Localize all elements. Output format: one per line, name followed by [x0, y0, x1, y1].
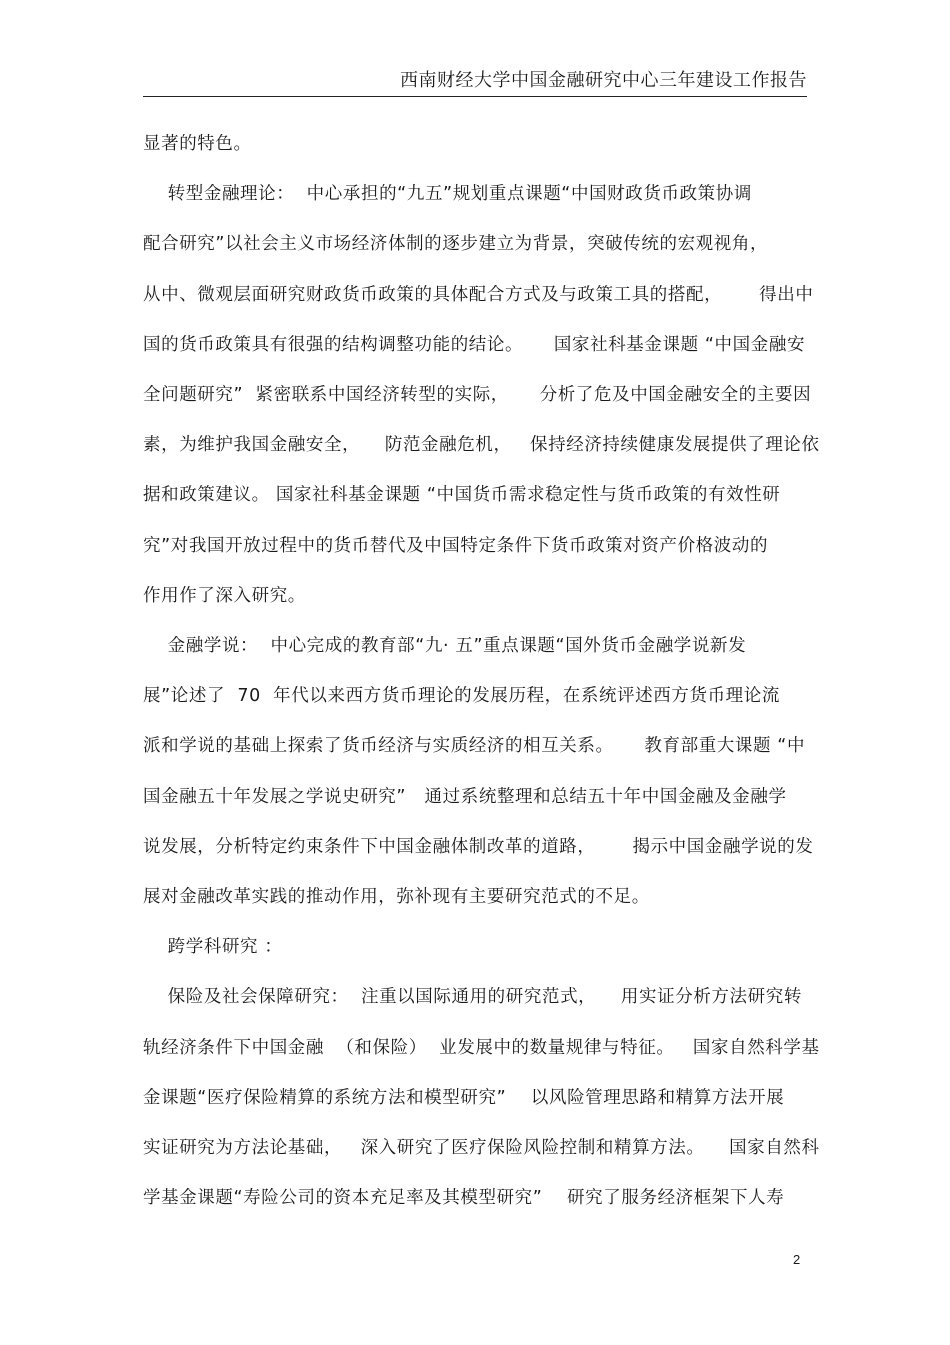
text-line: 轨经济条件下中国金融 （和保险） 业发展中的数量规律与特征。 国家自然科学基 — [143, 1038, 820, 1058]
text-line: 究”对我国开放过程中的货币替代及中国特定条件下货币政策对资产价格波动的 — [143, 536, 769, 556]
text-line: 跨学科研究 ： — [143, 937, 283, 957]
text-line: 国的货币政策具有很强的结构调整功能的结论。 国家社科基金课题 “中国金融安 — [143, 335, 806, 355]
text-line: 作用作了深入研究。 — [143, 586, 306, 606]
text-line: 说发展，分析特定约束条件下中国金融体制改革的道路， 揭示中国金融学说的发 — [143, 837, 814, 857]
text-line: 金融学说： 中心完成的教育部“九· 五”重点课题“国外货币金融学说新发 — [143, 636, 747, 656]
text-line: 据和政策建议。 国家社科基金课题 “中国货币需求稳定性与货币政策的有效性研 — [143, 485, 781, 505]
text-line: 派和学说的基础上探索了货币经济与实质经济的相互关系。 教育部重大课题 “中 — [143, 736, 806, 756]
text-line: 实证研究为方法论基础， 深入研究了医疗保险风险控制和精算方法。 国家自然科 — [143, 1138, 820, 1158]
text-line: 从中、微观层面研究财政货币政策的具体配合方式及与政策工具的搭配， 得出中 — [143, 285, 814, 305]
text-line: 配合研究”以社会主义市场经济体制的逐步建立为背景，突破传统的宏观视角， — [143, 234, 769, 254]
text-line: 金课题“医疗保险精算的系统方法和模型研究” 以风险管理思路和精算方法开展 — [143, 1088, 785, 1108]
text-line: 学基金课题“寿险公司的资本充足率及其模型研究” 研究了服务经济框架下人寿 — [143, 1188, 785, 1208]
text-line: 转型金融理论： 中心承担的“九五”规划重点课题“中国财政货币政策协调 — [143, 184, 752, 204]
text-line: 素，为维护我国金融安全， 防范金融危机， 保持经济持续健康发展提供了理论依 — [143, 435, 820, 455]
text-line: 保险及社会保障研究： 注重以国际通用的研究范式， 用实证分析方法研究转 — [143, 987, 802, 1007]
page-header — [143, 64, 807, 97]
header-title: 西南财经大学中国金融研究中心三年建设工作报告 — [400, 70, 807, 91]
text-line: 全问题研究” 紧密联系中国经济转型的实际， 分析了危及中国金融安全的主要因 — [143, 385, 812, 405]
text-line: 展对金融改革实践的推动作用，弥补现有主要研究范式的不足。 — [143, 887, 650, 907]
text-line: 国金融五十年发展之学说史研究” 通过系统整理和总结五十年中国金融及金融学 — [143, 787, 787, 807]
page-number: 2 — [793, 1252, 801, 1267]
text-line: 显著的特色。 — [143, 134, 252, 154]
text-line: 展”论述了 70 年代以来西方货币理论的发展历程，在系统评述西方货币理论流 — [143, 686, 780, 706]
